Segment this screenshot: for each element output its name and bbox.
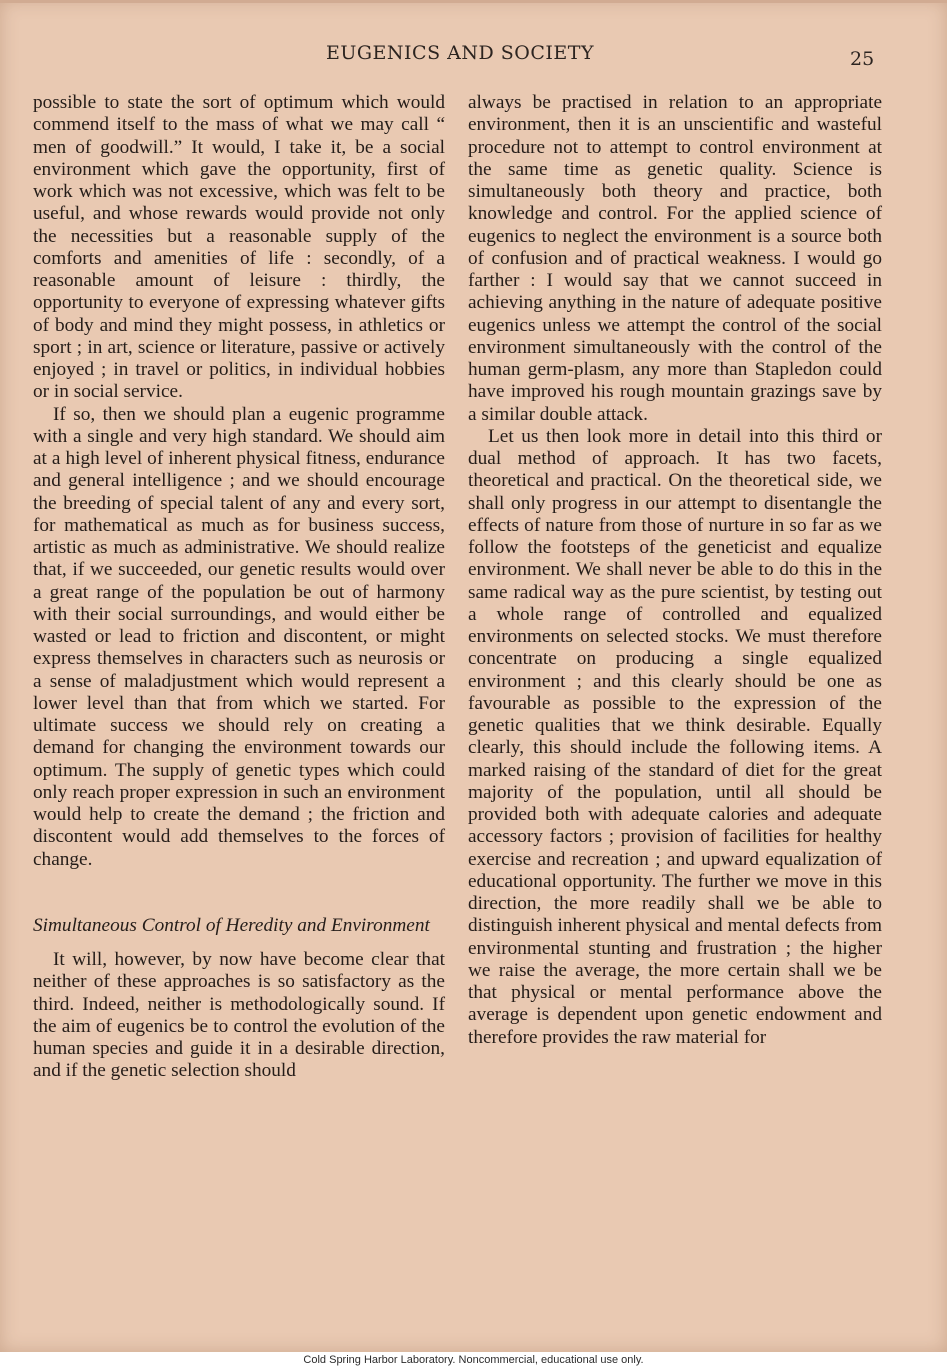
left-column xyxy=(33,92,445,1083)
footer-notice: Cold Spring Harbor Laboratory. Noncommercial, educational use only. xyxy=(0,1352,947,1369)
paragraph: If so, then we should plan a eugenic programme with a single and very high standard. We should aim at a high level of inherent physical fitness, endurance and general intelligence ; and we should encourage the breeding of special talent of any and every sort, for mathematical as much as for business success, artistic as much as administrative. We should realize that, if we succeeded, our genetic results would over a great range of the population be out of harmony with their social surroundings, and would either be wasted or lead to friction and discontent, or might express themselves in characters such as neurosis or a sense of maladjustment which would represent a lower level than that from which we started. For ultimate success we should rely on creating a demand for changing the environment towards our optimum. The supply of genetic types which could only reach proper expression in such an environment would help to create the demand ; the friction and discontent would add themselves to the forces of change. xyxy=(33,403,445,870)
section-heading: Simultaneous Control of Heredity and Environment xyxy=(33,914,430,936)
paragraph: always be practised in relation to an appropriate environment, then it is an unscientific and wasteful procedure not to attempt to control environment at the same time as genetic quality. Science is simultaneously both theory and practice, both knowledge and control. For the applied science of eugenics to neglect the environment is a source both of confusion and of practical weakness. I would go farther : I would say that we cannot succeed in achieving anything in the nature of adequate positive eugenics unless we attempt the control of the social environment simultaneously with the control of the human germ-plasm, any more than Stapledon could have improved his rough mountain grazings save by a similar double attack. xyxy=(468,92,882,425)
running-head: EUGENICS AND SOCIETY xyxy=(326,42,594,64)
paragraph: It will, however, by now have become clear that neither of these approaches is so satisfactory as the third. Indeed, neither is methodologically sound. If the aim of eugenics be to control the evolution of the human species and guide it in a desirable direction, and if the genetic selection should xyxy=(33,949,445,1082)
page-edge xyxy=(0,0,947,3)
paragraph: possible to state the sort of optimum which would commend itself to the mass of what we may call “ men of goodwill.” It would, I take it, be a social environment which gave the opportunity, first of work which was not excessive, which was felt to be useful, and whose rewards would provide not only the necessities but a reasonable supply of the comforts and amenities of life : secondly, of a reasonable amount of leisure : thirdly, the opportunity to everyone of expressing whatever gifts of body and mind they might possess, in athletics or sport ; in art, science or literature, passive or actively enjoyed ; in travel or politics, in individual hobbies or in social service. xyxy=(33,92,445,403)
page-number: 25 xyxy=(850,48,875,70)
paragraph: Let us then look more in detail into this third or dual method of approach. It has two facets, theoretical and practical. On the theoretical side, we shall only progress in our attempt to disentangle the effects of nature from those of nurture in so far as we follow the footsteps of the geneticist and equalize environment. We shall never be able to do this in the same radical way as the pure scientist, by testing out a whole range of controlled and equalized environments on selected stocks. We must therefore concentrate on producing a single equalized environment ; and this clearly should be one as favourable as possible to the expression of the genetic qualities that we think desirable. Equally clearly, this should include the following items. A marked raising of the standard of diet for the great majority of the population, until all should be provided both with adequate calories and adequate accessory factors ; provision of facilities for healthy exercise and recreation ; and upward equalization of educational opportunity. The further we move in this direction, the more readily shall we be able to distinguish inherent physical and mental defects from environmental stunting and frustration ; the higher we raise the average, the more certain shall we be that physical or mental performance above the average is dependent upon genetic endowment and therefore provides the raw material for xyxy=(468,425,882,1048)
right-column xyxy=(468,92,882,1049)
